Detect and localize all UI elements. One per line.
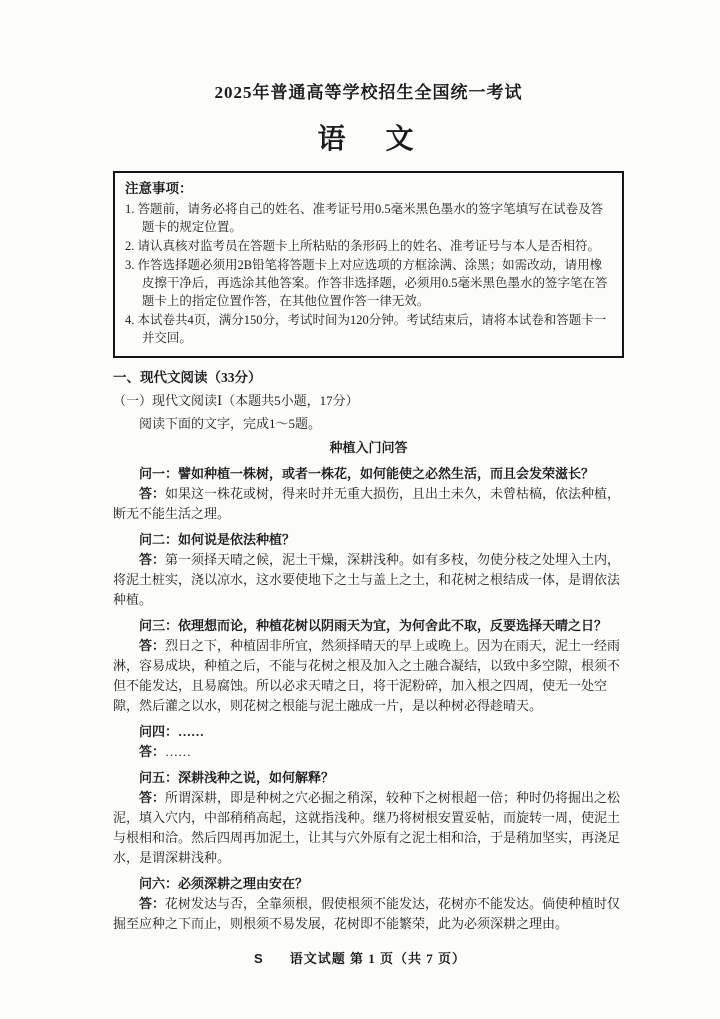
answer-label: 答： bbox=[139, 896, 166, 911]
answer-paragraph bbox=[113, 484, 624, 524]
footer-mark: S bbox=[254, 951, 264, 966]
notice-title: 注意事项： bbox=[125, 181, 193, 196]
question-paragraph bbox=[113, 768, 624, 788]
question-text: 依理想而论，种植花树以阴雨天为宜，为何舍此不取，反要选择天晴之日？ bbox=[178, 618, 608, 633]
notice-item: 2. 请认真核对监考员在答题卡上所粘贴的条形码上的姓名、准考证号与本人是否相符。 bbox=[125, 239, 601, 253]
question-text: 譬如种植一株树，或者一株花，如何能使之必然生活，而且会发荣滋长？ bbox=[178, 466, 595, 481]
question-paragraph bbox=[113, 722, 624, 742]
subject-title: 语 文 bbox=[317, 124, 420, 155]
answer-label: 答： bbox=[139, 744, 166, 759]
subsection-heading: （一）现代文阅读Ⅰ（本题共5小题，17分） bbox=[113, 393, 359, 408]
answer-label: 答： bbox=[139, 552, 166, 567]
notice-item: 3. 作答选择题必须用2B铅笔将答题卡上对应选项的方框涂满、涂黑；如需改动，请用橡皮擦干净后，再选涂其他答案。作答非选择题，必须用0.5毫米黑色墨水的签字笔在答题卡上的指定位置作答，在其他位置作答一律无效。 bbox=[125, 258, 608, 308]
question-label: 问二： bbox=[139, 532, 179, 547]
passage-title: 种植入门问答 bbox=[329, 440, 408, 455]
answer-paragraph bbox=[113, 894, 624, 934]
page-footer bbox=[0, 948, 720, 967]
exam-title: 2025年普通高等学校招生全国统一考试 bbox=[214, 83, 523, 102]
answer-text: 所谓深耕，即是种树之穴必掘之稍深，较种下之树根超一倍；种时仍将掘出之松泥，填入穴内，中部稍稍高起，这就指浅种。继乃将树根安置妥帖，而旋转一周，使泥土与根相和洽。然后四周再加泥土，让其与穴外原有之泥土相和洽，于是稍加坚实，再浇足水，是谓深耕浅种。 bbox=[113, 790, 621, 865]
question-paragraph bbox=[113, 464, 624, 484]
question-paragraph bbox=[113, 874, 624, 894]
question-label: 问五： bbox=[139, 770, 179, 785]
notice-box bbox=[113, 171, 624, 358]
question-paragraph bbox=[113, 530, 624, 550]
notice-item: 4. 本试卷共4页，满分150分，考试时间为120分钟。考试结束后，请将本试卷和答题卡一并交回。 bbox=[125, 313, 607, 345]
question-text: 深耕浅种之说，如何解释？ bbox=[178, 770, 335, 785]
answer-paragraph bbox=[113, 788, 624, 868]
page-content bbox=[113, 78, 624, 979]
answer-paragraph bbox=[113, 742, 624, 762]
answer-label: 答： bbox=[139, 486, 166, 501]
question-text: …… bbox=[178, 724, 205, 739]
question-label: 问三： bbox=[139, 618, 179, 633]
notice-item: 1. 答题前，请务必将自己的姓名、准考证号用0.5毫米黑色墨水的签字笔填写在试卷及答题卡的规定位置。 bbox=[125, 202, 604, 234]
answer-label: 答： bbox=[139, 638, 166, 653]
answer-text: …… bbox=[165, 744, 192, 759]
answer-label: 答： bbox=[139, 790, 166, 805]
question-label: 问六： bbox=[139, 876, 179, 891]
question-label: 问四： bbox=[139, 724, 179, 739]
answer-text: 如果这一株花或树，得来时并无重大损伤，且出土未久，未曾枯槁，依法种植，断无不能生活之理。 bbox=[113, 486, 621, 521]
answer-text: 花树发达与否，全靠须根，假使根须不能发达，花树亦不能发达。倘使种植时仅掘至应种之下而止，则根须不易发展，花树即不能繁荣，此为必须深耕之理由。 bbox=[113, 896, 621, 931]
answer-paragraph bbox=[113, 636, 624, 716]
question-label: 问一： bbox=[139, 466, 179, 481]
passage-body bbox=[113, 368, 624, 934]
reading-instruction: 阅读下面的文字，完成1～5题。 bbox=[139, 416, 322, 431]
answer-paragraph bbox=[113, 550, 624, 610]
question-paragraph bbox=[113, 616, 624, 636]
question-text: 必须深耕之理由安在？ bbox=[178, 876, 309, 891]
section-heading: 一、现代文阅读（33分） bbox=[113, 370, 262, 385]
answer-text: 烈日之下，种植固非所宜，然须择晴天的早上或晚上。因为在雨天，泥土一经雨淋，容易成块，种植之后，不能与花树之根及加入之土融合凝结，以致中多空隙，根须不但不能发达，且易腐蚀。所以必求天晴之日，将干泥粉碎，加入根之四周，使无一处空隙，然后灌之以水，则花树之根能与泥土融成一片，是以种树必得趁晴天。 bbox=[113, 638, 621, 713]
answer-text: 第一须择天晴之候，泥土干燥，深耕浅种。如有多枝，勿使分枝之处埋入土内，将泥土桩实，浇以凉水，这水要使地下之土与盖上之土，和花树之根结成一体，是谓依法种植。 bbox=[113, 552, 621, 607]
question-text: 如何说是依法种植？ bbox=[178, 532, 296, 547]
footer-text: 语文试题 第 1 页（共 7 页） bbox=[289, 951, 466, 966]
